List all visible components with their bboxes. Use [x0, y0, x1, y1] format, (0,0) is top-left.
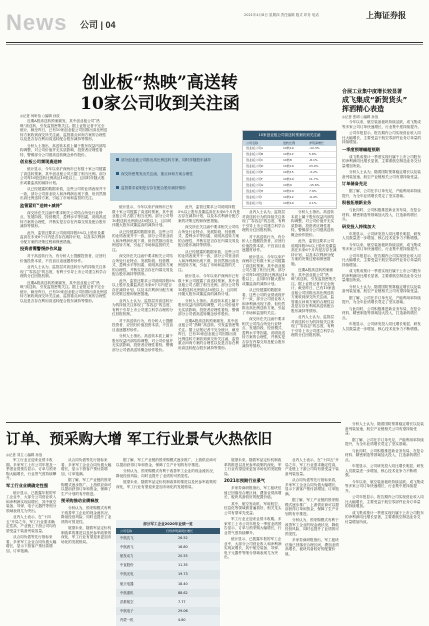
side-paragraph: 年报显示，公司研发投入同比增长明显，研发人员数量进一步增加，核心技术竞争力不断增强。	[342, 231, 422, 240]
chart-cell-value: 26.52	[178, 536, 188, 540]
side-paragraph: 与此同时，公司积极推进新业务布局，在复合材料、精密制造等领域加大投入，打造新的增长点。	[342, 306, 421, 320]
chart-cell-value: 4.80	[178, 617, 186, 622]
lead-paragraph: 分析人士指出，高送转本质上属于股东权益内部结构调整，对公司价值并无实质影响，投资者应理性看待，警惕部分公司借高送转概念炒作股价。	[112, 334, 174, 352]
section-label: 公司 | 04	[80, 20, 116, 30]
table-cell: 10转9	[283, 182, 292, 187]
side-subhead: 一季度预增幅超预期	[342, 146, 380, 152]
table-row	[243, 183, 336, 189]
side-paragraph: 据了解，公司在手订单充足，产能利用率持续提升，为全年业绩增长奠定了坚实基础。	[342, 295, 421, 304]
second-paragraph: 分析认为，预采购模式有利于改善军工企业的现金流状况，降低经营风险，同时也提升了业绩的可预见性。	[61, 506, 112, 524]
header-rule	[6, 42, 423, 43]
table-cell: 5.6%	[309, 152, 317, 157]
side-paragraph: 与此同时，公司积极推进新业务布局，在复合材料、精密制造等领域加大投入，打造新的增长点。	[345, 448, 424, 462]
chart-cell-value: 19.73	[178, 572, 188, 577]
side-paragraph: 据了解，公司在手订单充足，产能利用率持续提升，为全年业绩增长奠定了坚实基础。	[342, 189, 421, 198]
lead-paragraph: 业内人士认为，监管层对高送转行为的持续关注体现了“零容忍”的态度，有利于引导上市公司建立科学合理的分红回报机制。	[242, 210, 286, 232]
side-paragraph: 公司年报显示，报告期内公司实现营业收入同比大幅增长，主要受益于航空零部件业务订单量的持续增加。	[345, 495, 424, 508]
side-paragraph: 年报显示，公司研发投入同比增长明显，研发人员数量进一步增加，核心技术竞争力不断增强。	[342, 322, 422, 331]
chart-cell-value: 16.80	[178, 545, 188, 550]
second-column-2	[61, 458, 113, 624]
lead-column-right2	[291, 210, 337, 415]
table-cell: 10转10	[283, 200, 294, 205]
table-cell: 创业板公司I	[246, 194, 262, 199]
second-paragraph: 军工行业正迎来业绩丰收期。多家军工上市公司年报及一季度业绩预告显示，订单与预采购大幅增长，行业景气度持续攀升。	[224, 517, 282, 535]
second-headline: 订单、预采购大增 军工行业景气火热依旧	[6, 431, 273, 448]
lead-subhead: 投资者需警惕炒作风险	[20, 246, 62, 251]
lead-subhead: 监管紧盯“送转+减持”	[20, 202, 63, 208]
lead-paragraph: 深交所在关注函中要求相关公司结合所处行业特点、发展阶段、经营模式、盈利水平等因素，说明高送转方案的合理性，并核实是否存在内幕交易及配合股东减持等情形。	[178, 225, 240, 247]
second-paragraph: 军工行业正迎来业绩丰收期。多家军工上市公司年报及一季度业绩预告显示，订单与预采购大幅增长，行业景气度持续攀升。	[6, 458, 57, 480]
lead-paragraph: 近期A股高送转预案频发，其中创业板公司“热映”高送转，引发监管密集关注。据上证报记者不完全统计，截至昨日，已有10家创业板公司因推出高比例送转方案收到深交所关注函，监管重点问询方案的合理性以及是否存在利用高送转配合股东减持等情形。	[178, 318, 240, 350]
lead-paragraph: 统计显示，今年以来沪深两市已有数十家公司披露了高送转预案，其中创业板公司占据了相当比例。部分公司每10股送转比例高达10股以上，且同时伴随大股东或董监高的减持计划。	[242, 254, 288, 286]
second-paragraph: 展望未来，随着军品定价机制改革的推进以及民参军政策的深化，军工行业有望迎来更加市场化的发展格局。	[61, 526, 112, 544]
side-paragraph: 成飞集成预计一季度实现归属于上市公司股东的净利润同比增长显著，主要系航空制造业务交付量增加所致。	[345, 510, 424, 524]
chart-row	[116, 552, 220, 561]
table-row	[243, 201, 336, 207]
side-paragraph: 与此同时，公司积极推进新业务布局，在复合材料、精密制造等领域加大投入，打造新的增长点。	[342, 208, 421, 221]
table-cell: -6.4%	[309, 194, 318, 199]
lead-subhead: 创业板公司频现高送转	[20, 159, 62, 164]
chart-cell-value: 29.06	[178, 608, 188, 613]
second-subhead: 2021年预期行业景气	[224, 478, 265, 483]
lead-paragraph: 统计显示，今年以来沪深两市已有数十家公司披露了高送转预案，其中创业板公司占据了相当比例。部分公司每10股送转比例高达10股以上，且同时伴随大股东或董监高的减持计划。	[178, 274, 240, 296]
table-cell: 创业板公司C	[246, 158, 264, 163]
chart-row	[116, 561, 220, 570]
side-paragraph: 据了解，公司在手订单充足，产能利用率持续提升，为全年业绩增长奠定了坚实基础。	[345, 437, 424, 446]
chart-row	[116, 598, 220, 607]
side-subhead: 订单储备充足	[342, 181, 368, 186]
table-row	[243, 195, 336, 201]
callout-item: 监管要求说明是否存在配合股东减持情形	[116, 186, 228, 190]
table-col-header: 送转比例	[283, 141, 296, 145]
table-row	[243, 189, 336, 195]
table-cell: 创业板公司G	[246, 182, 264, 187]
side-byline: ◎记者 张明 ○编辑 孙放	[342, 115, 379, 119]
second-column-3	[116, 458, 220, 518]
chart-cell-value: 11.35	[178, 563, 188, 568]
table-col-header: 公司名称	[246, 141, 259, 145]
lead-paragraph: 从已经披露的数据来看，这些公司的业绩表现并不一致，部分公司营业收入和净利润出现下滑，但仍然推出高比例送转方案，引起了市场和监管的关注。	[112, 229, 174, 252]
table-cell: 7.9%	[309, 188, 317, 193]
table-col-header: 净利润增长	[309, 141, 325, 145]
second-paragraph: 展望未来，随着军品定价机制改革的推进以及民参军政策的深化，军工行业有望迎来更加市场化的发展格局。	[224, 458, 282, 476]
second-paragraph: 其中，航空发动机、军用航空、信息化等领域被普遍看好，相关龙头公司有望率先受益。	[224, 501, 282, 515]
lead-paragraph: 从已经披露的数据来看，这些公司的业绩表现并不一致，部分公司营业收入和净利润出现下滑，但仍然推出高比例送转方案，引起了市场和监管的关注。	[178, 249, 240, 272]
chart-cell-company: 中航电子	[120, 608, 134, 613]
second-paragraph: 分析认为，预采购模式有利于改善军工企业的现金流状况，降低经营风险，同时也提升了业绩的可预见性。	[285, 518, 339, 536]
table-cell: 11.7%	[309, 176, 319, 181]
lead-paragraph: 统计显示，今年以来沪深两市已有数十家公司披露了高送转预案，其中创业板公司占据了相当比例。部分公司每10股送转比例高达10股以上，且同时伴随大股东或董监高的减持计划。	[20, 167, 107, 185]
chart-cell-value: 18.40	[178, 581, 188, 586]
table-cell: 10转10	[283, 164, 294, 169]
news-wordmark: News	[6, 10, 68, 35]
table-cell: -15.6%	[309, 182, 320, 187]
lead-paragraph: 从已经披露的数据来看，这些公司的业绩表现并不一致，部分公司营业收入和净利润出现下滑，但仍然推出高比例送转方案，引起了市场和监管的关注。	[20, 187, 107, 200]
table-cell: 创业板公司E	[246, 170, 263, 175]
callout-item: 部分创业板公司推出高比例送转方案，同时伴随股东减持	[116, 158, 228, 162]
key-points-callout	[110, 153, 232, 201]
lead-paragraph: 深交所在关注函中要求相关公司结合所处行业特点、发展阶段、经营模式、盈利水平等因素，说明高送转方案的合理性，并核实是否存在内幕交易及配合股东减持等情形。	[112, 254, 174, 276]
second-paragraph: 据了解，军工产业链的预采购模式逐步推广，上游供应商可以提前获得订单和资金，保障了生产计划的有序推进。	[116, 458, 217, 467]
lead-paragraph: 此外，监管还要求公司说明持股5%以上股东及董监高在未来6个月内是否存在减持计划，以及本次利润分配方案的决策过程和保密措施。	[112, 278, 175, 296]
newspaper-brand: 上海证券报	[366, 10, 406, 20]
second-paragraph: 从合同负债等先行指标来看，多家军工企业合同负债大幅增长，显示下游客户预付款增加，订单饱满。	[61, 458, 112, 476]
second-column-1	[6, 458, 58, 624]
lead-paragraph: 近期A股高送转预案频发，其中创业板公司“热映”高送转，引发监管密集关注。据上证报记者不完全统计，截至昨日，已有10家创业板公司因推出高比例送转方案收到深交所关注函，监管重点问询方案的合理性以及是否存在利用高送转配合股东减持等情形。	[291, 268, 336, 313]
header-rule-thin	[6, 44, 423, 45]
lead-paragraph: 分析人士指出，高送转本质上属于股东权益内部结构调整，对公司价值并无实质影响，投资者应理性看待，警惕部分公司借高送转概念炒作股价。	[178, 298, 240, 316]
section-divider	[6, 422, 341, 423]
side-headline-2: 挥洒精心表造	[342, 105, 384, 113]
second-paragraph: 据了解，军工产业链的预采购模式逐步推广，上游供应商可以提前获得订单和资金，保障了生产计划的有序推进。	[61, 478, 112, 496]
chart-row	[116, 580, 220, 589]
table-row	[243, 146, 336, 152]
chart-cell-company: 中航沈飞	[120, 536, 134, 540]
side-paragraph: 分析人士认为，随着国防预算稳定增长以及装备列装加速，航空产业链相关公司有望持续受益。	[342, 170, 422, 179]
chart-cell-value: 20.55	[178, 554, 188, 559]
lead-paragraph: 分析人士指出，高送转本质上属于股东权益内部结构调整，对公司价值并无实质影响，投资者应理性看待，警惕部分公司借高送转概念炒作股价。	[291, 210, 335, 237]
table-cell: 创业板公司D	[246, 164, 264, 169]
table-cell: 创业板公司H	[246, 188, 264, 193]
lead-intro: 近期A股高送转预案频发，其中创业板公司“热映”高送转，引发监管密集关注。据上证报记者不完全统计，截至昨日，已有10家创业板公司因推出高比例送转方案收到深交所关注函，监管重点问询方案的合理性以及是否存在利用高送转配合股东减持等情形。	[20, 119, 108, 141]
chart-col-header: 公司名称	[120, 529, 133, 533]
table-cell: 创业板公司B	[246, 152, 264, 157]
lead-column-mid2	[178, 205, 240, 415]
chart-cell-company: 洪都航空	[120, 599, 134, 604]
chart-row	[116, 589, 220, 598]
bullet-icon	[116, 158, 119, 161]
second-paragraph: 分析认为，预采购模式有利于改善军工企业的现金流状况，降低经营风险，同时也提升了业绩的可预见性。	[116, 469, 217, 478]
lead-paragraph: 此外，监管还要求公司说明持股5%以上股东及董监高在未来6个月内是否存在减持计划，以及本次利润分配方案的决策过程和保密措施。	[20, 230, 105, 244]
table-cell: 创业板公司F	[246, 176, 263, 181]
table-cell: 创业板公司J	[246, 200, 262, 205]
chart-row	[116, 534, 220, 543]
side-paragraph: 年报显示，公司研发投入同比增长明显，研发人员数量进一步增加，核心技术竞争力不断增强。	[345, 464, 424, 477]
lead-paragraph: 深交所在关注函中要求相关公司结合所处行业特点、发展阶段、经营模式、盈利水平等因素，说明高送转方案的合理性，并核实是否存在内幕交易及配合股东减持等情形。	[242, 317, 286, 348]
lead-paragraph: 深交所在关注函中要求相关公司结合所处行业特点、发展阶段、经营模式、盈利水平等因素，说明高送转方案的合理性，并核实是否存在内幕交易及配合股东减持等情形。	[20, 210, 107, 228]
send-transfer-table	[242, 130, 337, 209]
side-paragraph: 今年以来，航空装备板块持续活跃，成飞集成等多家公司订单快速增长，行业集中度持续提升。	[342, 242, 422, 251]
bullet-icon	[116, 186, 119, 189]
date-line: 2021年4月8日 星期四 责任编辑 版式 印务 电话	[244, 13, 319, 17]
chart-cell-value: 88.62	[178, 590, 188, 595]
side-headline: 成飞集成“新贺货头”	[342, 96, 408, 104]
lead-paragraph: 业内人士认为，监管层对高送转行为的持续关注体现了“零容忍”的态度，有利于引导上市公司建立科学合理的分红回报机制。	[291, 315, 335, 337]
table-cell: -12.3%	[309, 146, 320, 150]
military-earnings-table	[116, 520, 220, 626]
lead-column-left	[20, 119, 108, 419]
chart-cell-company: 内蒙一机	[120, 617, 134, 622]
second-paragraph: 统计显示，已披露年报的军工企业中，大部分公司营业收入和净利润实现双增长，其中航空装备、导弹、电子元器件等细分领域表现尤为突出。	[6, 490, 57, 513]
table-cell: 10转10	[283, 146, 294, 150]
second-subhead: 军工行业业绩确定性强	[6, 482, 48, 488]
lead-headline-line2: 10家公司收到关注函	[80, 94, 240, 114]
lead-paragraph: 对于高送转行为，有分析人士提醒投资者，应回归价值投资本质，不宜盲目追逐题材炒作。	[242, 234, 286, 252]
lead-paragraph: 从已经披露的数据来看，这些公司的业绩表现并不一致，部分公司营业收入和净利润出现下滑，但仍然推出高比例送转方案，引起了市场和监管的关注。	[242, 288, 286, 315]
side-column	[342, 120, 424, 418]
side-paragraph: 公司年报显示，报告期内公司实现营业收入同比大幅增长，主要受益于航空零部件业务订单量的持续增加。	[342, 253, 422, 267]
table-row	[243, 170, 336, 176]
second-paragraph: 多家券商研报指出，军工板块估值已回落至合理区间，叠加业绩高增长，板块具备较好的配置价值。	[285, 538, 339, 556]
chart-cell-company: 中直股份	[120, 563, 134, 568]
table-cell: 10转10	[283, 188, 294, 193]
callout-item: 深交所密集发出关注函，重点问询方案合理性	[116, 172, 228, 176]
second-column-5	[285, 458, 341, 624]
table-cell: 10转8	[283, 158, 292, 163]
second-paragraph: 业内人士表示，在“十四五”开局之年，军工行业需求确定性高，产业链上下游公司均有望受益于装备列装放量。	[285, 458, 339, 476]
chart-cell-company: 航天电器	[120, 581, 134, 586]
side-paragraph: 今年以来，航空装备板块持续活跃，成飞集成等多家公司订单快速增长，行业集中度持续提升。	[345, 479, 424, 493]
side-paragraph: 今年以来，航空装备板块持续活跃，成飞集成等多家公司订单快速增长，行业集中度持续提升。	[342, 120, 422, 129]
chart-cell-company: 航发动力	[120, 554, 134, 559]
chart-cell-company: 中航重机	[120, 590, 134, 595]
chart-cell-value: 7.77	[178, 599, 186, 604]
lead-column-right	[242, 210, 288, 415]
side-paragraph: 分析人士认为，随着国防预算稳定增长以及装备列装加速，航空产业链相关公司有望持续受益。	[342, 284, 422, 293]
lead-paragraph: 近期A股高送转预案频发，其中创业板公司“热映”高送转，引发监管密集关注。据上证报记者不完全统计，截至昨日，已有10家创业板公司因推出高比例送转方案收到深交所关注函，监管重点问询方案的合理性以及是否存在利用高送转配合股东减持等情形。	[20, 280, 108, 303]
second-paragraph: 据了解，军工产业链的预采购模式逐步推广，上游供应商可以提前获得订单和资金，保障了生产计划的有序推进。	[285, 498, 339, 516]
table-cell: 10转12	[283, 152, 294, 157]
lead-paragraph: 统计显示，今年以来沪深两市已有数十家公司披露了高送转预案，其中创业板公司占据了相当比例。部分公司每10股送转比例高达10股以上，且同时伴随大股东或董监高的减持计划。	[112, 205, 174, 227]
table-cell: 23.4%	[309, 164, 319, 169]
chart-row	[116, 570, 220, 579]
side-paragraph: 分析人士认为，随着国防预算稳定增长以及装备列装加速，航空产业链相关公司有望持续受益。	[345, 422, 424, 435]
table-cell: -3.2%	[309, 170, 318, 175]
side-paragraph: 公司年报显示，报告期内公司实现营业收入同比大幅增长，主要受益于航空零部件业务订单量的持续增加。	[342, 131, 422, 144]
chart-row	[116, 607, 220, 616]
lead-byline: ◎记者 何昕怡 ○编辑 孙放	[20, 114, 60, 118]
table-cell: 10转10	[283, 176, 294, 181]
table-cell: 10转12	[283, 194, 294, 199]
page-header	[0, 0, 429, 46]
second-paragraph: 展望未来，随着军品定价机制改革的推进以及民参军政策的深化，军工行业有望迎来更加市场化的发展格局。	[116, 480, 217, 489]
chart-title: 部分军工企业2020年业绩一览	[143, 522, 193, 526]
table-cell: 10转15	[283, 170, 294, 175]
side-paragraph: 成飞集成预计一季度实现归属于上市公司股东的净利润同比增长显著，主要系航空制造业务交付量增加所致。	[342, 269, 422, 282]
table-row	[243, 177, 336, 183]
second-column-4	[224, 458, 282, 624]
second-paragraph: 从合同负债等先行指标来看，多家军工企业合同负债大幅增长，显示下游客户预付款增加，订单饱满。	[6, 535, 57, 553]
second-byline: ◎记者 刘立 ○编辑 孙放	[6, 453, 43, 457]
side-paragraph: 成飞集成预计一季度实现归属于上市公司股东的净利润同比增长显著，主要系航空制造业务交付量增加所致。	[342, 154, 422, 168]
second-paragraph: 多家券商研报指出，军工板块估值已回落至合理区间，叠加业绩高增长，板块具备较好的配置价值。	[224, 486, 282, 499]
table-cell: 2.1%	[309, 200, 317, 205]
lead-paragraph: 此外，监管还要求公司说明持股5%以上股东及董监高在未来6个月内是否存在减持计划，以及本次利润分配方案的决策过程和保密措施。	[291, 239, 337, 266]
lead-paragraph: 此外，监管还要求公司说明持股5%以上股东及董监高在未来6个月内是否存在减持计划，以及本次利润分配方案的决策过程和保密措施。	[178, 205, 240, 223]
bullet-icon	[116, 172, 119, 175]
chart-col-header: 归母净利润同比增长	[166, 529, 194, 533]
side-column-continued	[345, 422, 424, 624]
lead-paragraph: 对于高送转行为，有分析人士提醒投资者，应回归价值投资本质，不宜盲目追逐题材炒作。	[20, 254, 107, 263]
lead-headline-line1: 创业板“热映”高送转	[82, 73, 238, 93]
second-paragraph: 业内人士表示，在“十四五”开局之年，军工行业需求确定性高，产业链上下游公司均有望受益于装备列装放量。	[6, 515, 57, 533]
lead-paragraph: 分析人士指出，高送转本质上属于股东权益内部结构调整，对公司价值并无实质影响，投资者应理性看待，警惕部分公司借高送转概念炒作股价。	[20, 143, 107, 157]
chart-cell-company: 中航西飞	[120, 545, 134, 550]
side-subhead: 研发投入持续加大	[342, 223, 376, 229]
table-cell: 创业板公司A	[246, 146, 264, 150]
side-subhead: 积极拓展新业务	[342, 200, 372, 205]
table-title: 10家创业板公司高送转预案收到关注函	[243, 131, 336, 140]
table-cell: -8.1%	[309, 158, 318, 163]
chart-row	[116, 616, 220, 625]
side-headline-kicker: 合展工业集中度增长较显著	[342, 89, 403, 95]
second-subhead: 预采购推动业绩释放	[61, 498, 99, 503]
lead-paragraph: 业内人士认为，监管层对高送转行为的持续关注体现了“零容忍”的态度，有利于引导上市公司建立科学合理的分红回报机制。	[20, 265, 107, 278]
chart-cell-company: 中航光电	[120, 572, 134, 577]
second-paragraph: 从合同负债等先行指标来看，多家军工企业合同负债大幅增长，显示下游客户预付款增加，订单饱满。	[285, 478, 339, 496]
lead-column-mid	[112, 205, 175, 415]
lead-paragraph: 对于高送转行为，有分析人士提醒投资者，应回归价值投资本质，不宜盲目追逐题材炒作。	[112, 318, 174, 332]
lead-paragraph: 业内人士认为，监管层对高送转行为的持续关注体现了“零容忍”的态度，有利于引导上市公司建立科学合理的分红回报机制。	[112, 298, 174, 316]
chart-row	[116, 543, 220, 552]
second-paragraph: 统计显示，已披露年报的军工企业中，大部分公司营业收入和净利润实现双增长，其中航空装备、导弹、电子元器件等细分领域表现尤为突出。	[224, 537, 282, 559]
